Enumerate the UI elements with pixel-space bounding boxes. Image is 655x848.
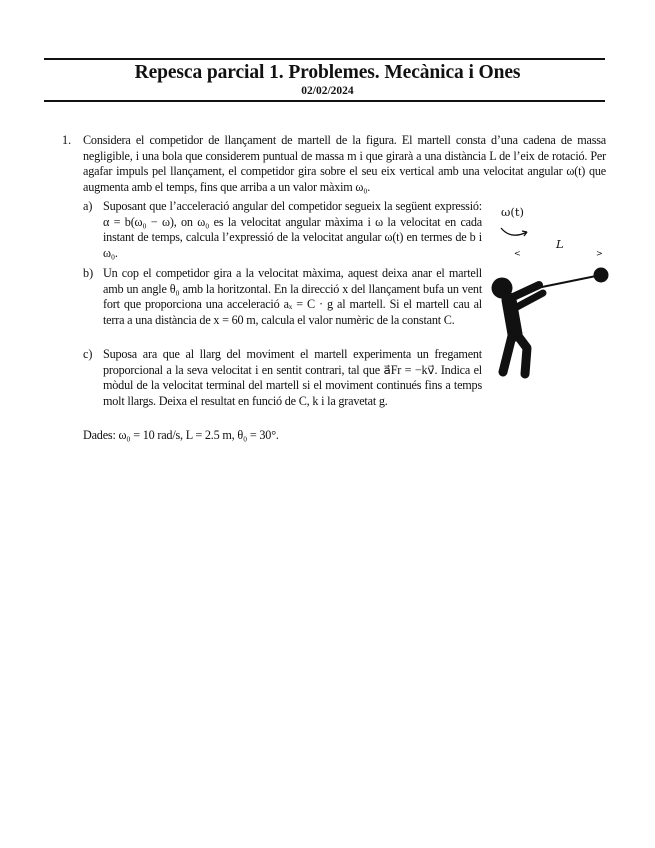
exam-date: 02/02/2024 [301,85,354,97]
problem-number: 1. [62,133,72,147]
page-title: Repesca parcial 1. Problemes. Mecànica i Ones [134,62,521,83]
header-bottom-rule [44,100,605,102]
hammer-thrower-figure [485,200,615,385]
item-b-text: Un cop el competidor gira a la velocitat màxima, aquest deixa anar el martell amb un angle θ₀ amb la horitzontal. En la direcció x del llançament bufa un vent fort que proporciona una acceleració aₓ = C · g al martell. Si el martell cau al terra a una distància de x = 60 m, calcula el valor numèric de la constant C. [103,266,482,328]
thrower-silhouette [485,258,615,380]
length-label: L [556,237,564,251]
item-c-text: Suposa ara que al llarg del moviment el martell experimenta un fregament proporcional a la seva velocitat i en sentit contrari, tal que a⃗Fr = −kv⃗. Indica el mòdul de la velocitat terminal del martell si el moviment continués fins a temps molt llargs. Deixa el resultat en funció de C, k i la gravetat g. [103,347,482,409]
length-arrow-right: > [596,249,603,258]
header-top-rule [44,58,605,60]
omega-label: ω(t) [501,205,524,219]
item-a-text: Suposant que l’acceleració angular del competidor segueix la següent expressió: α = b(ω₀ − ω), on ω₀ es la velocitat angular màxima i ω la velocitat en cada instant de temps, calcula l’expressió de la velocitat angular ω(t) en termes de b i ω₀. [103,199,482,261]
item-a-letter: a) [83,199,93,213]
problem-intro: Considera el competidor de llançament de martell de la figura. El martell consta d’una cadena de massa negligible, i una bola que considerem puntual de massa m i que girarà a una distància L de l’eix de rotació. Per agafar impuls pel llançament, el competidor gira sobre el seu eix vertical amb una velocitat angular ω(t) que augmenta amb el temps, fins que arriba a un valor màxim ω₀. [83,133,606,195]
length-arrow-left: < [514,249,521,258]
item-b-letter: b) [83,266,94,280]
item-c-letter: c) [83,347,93,361]
given-data: Dades: ω₀ = 10 rad/s, L = 2.5 m, θ₀ = 30°. [83,428,279,442]
rotation-arrow-icon [497,222,537,242]
